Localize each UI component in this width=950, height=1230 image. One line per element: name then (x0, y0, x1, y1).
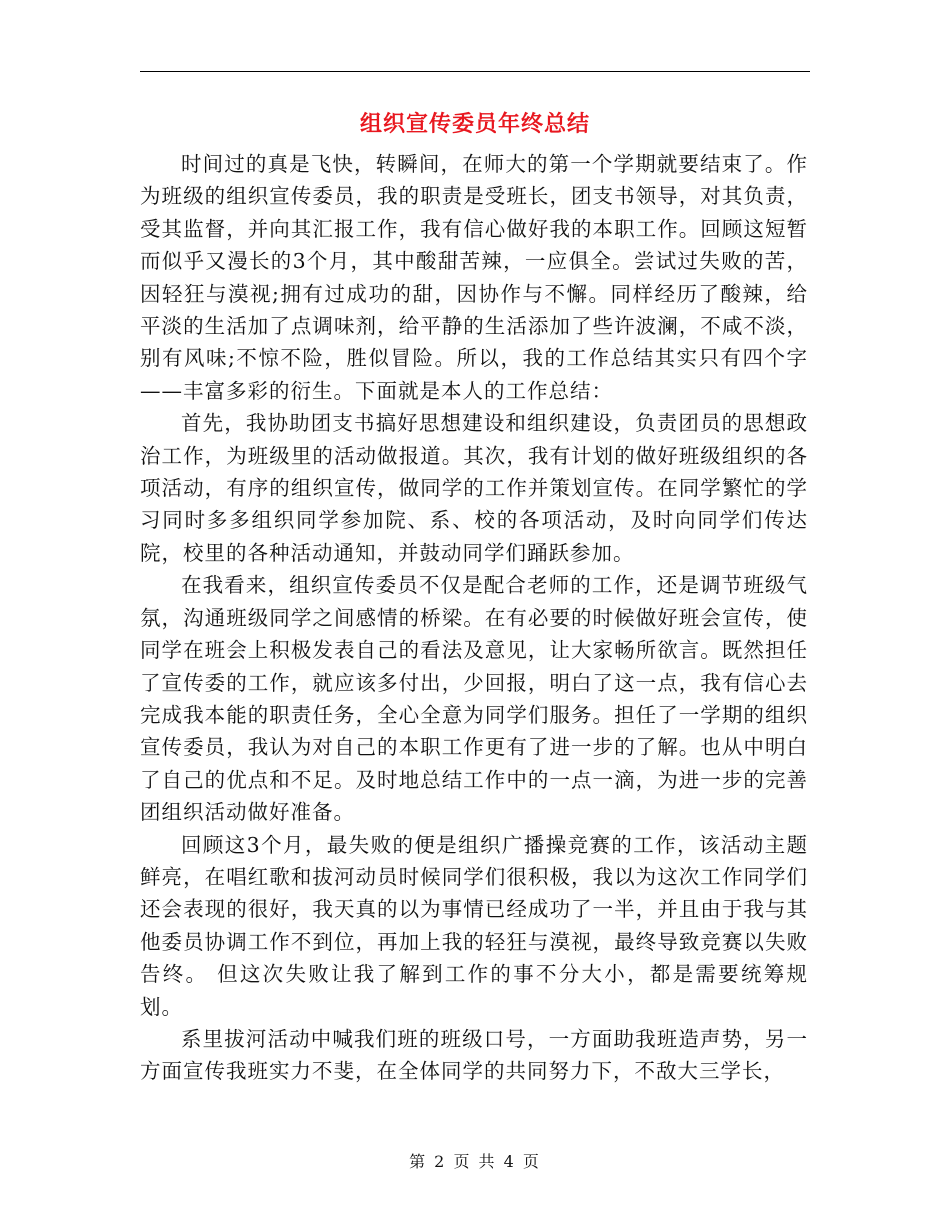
paragraph-duties: 首先，我协助团支书搞好思想建设和组织建设，负责团员的思想政治工作，为班级里的活动做报道。其次，我有计划的做好班级组织的各项活动，有序的组织宣传，做同学的工作并策划宣传。在同学繁忙的学习同时多多组织同学参加院、系、校的各项活动，及时向同学们传达院，校里的各种活动通知，并鼓动同学们踊跃参加。 (140, 411, 808, 565)
header-rule (140, 71, 810, 72)
paragraph-review: 回顾这3个月，最失败的便是组织广播操竞赛的工作，该活动主题鲜亮，在唱红歌和拔河动员时候同学们很积极，我以为这次工作同学们还会表现的很好，我天真的以为事情已经成功了一半，并且由于我与其他委员协调工作不到位，再加上我的轻狂与漠视，最终导致竞赛以失败告终。 但这次失败让我了解到工作的事不分大小，都是需要统筹规划。 (140, 832, 808, 1019)
document-title: 组织宣传委员年终总结 (359, 111, 590, 137)
paragraph-role: 在我看来，组织宣传委员不仅是配合老师的工作，还是调节班级气氛，沟通班级同学之间感情的桥梁。在有必要的时候做好班会宣传，使同学在班会上积极发表自己的看法及意见，让大家畅所欲言。既然担任了宣传委的工作，就应该多付出，少回报，明白了这一点，我有信心去完成我本能的职责任务，全心全意为同学们服务。担任了一学期的组织宣传委员，我认为对自己的本职工作更有了进一步的了解。也从中明白了自己的优点和不足。及时地总结工作中的一点一滴，为进一步的完善团组织活动做好准备。 (140, 573, 808, 825)
document-body (140, 148, 808, 1088)
page-footer: 第 2 页 共 4 页 (409, 1152, 541, 1171)
paragraph-tug-of-war: 系里拔河活动中喊我们班的班级口号，一方面助我班造声势，另一方面宣传我班实力不斐，在全体同学的共同努力下，不敌大三学长， (140, 1026, 808, 1084)
paragraph-intro: 时间过的真是飞快，转瞬间，在师大的第一个学期就要结束了。作为班级的组织宣传委员，我的职责是受班长，团支书领导，对其负责，受其监督，并向其汇报工作，我有信心做好我的本职工作。回顾这短暂而似乎又漫长的3个月，其中酸甜苦辣，一应俱全。尝试过失败的苦，因轻狂与漠视;拥有过成功的甜，因协作与不懈。同样经历了酸辣，给平淡的生活加了点调味剂，给平静的生活添加了些许波澜，不咸不淡，别有风味;不惊不险，胜似冒险。所以，我的工作总结其实只有四个字——丰富多彩的衍生。下面就是本人的工作总结： (140, 152, 808, 403)
